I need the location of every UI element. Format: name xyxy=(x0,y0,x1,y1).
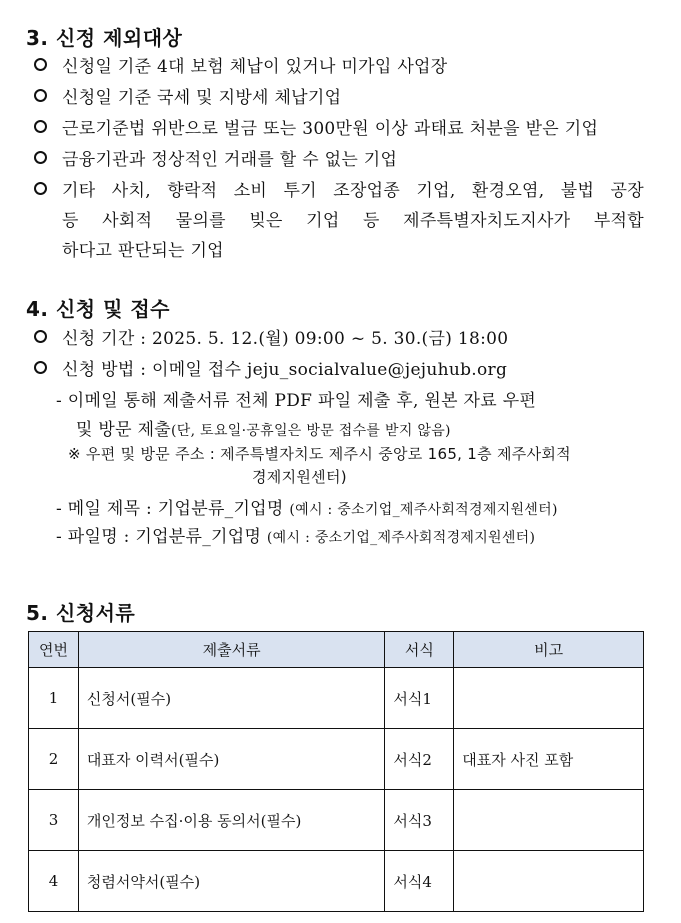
header-document: 제출서류 xyxy=(78,632,384,668)
exclusion-item-5: 기타 사치, 향락적 소비 투기 조장업종 기업, 환경오염, 불법 공장 xyxy=(62,181,644,201)
apply-period: 신청 기간 : 2025. 5. 12.(월) 09:00 ~ 5. 30.(금) 18:00 xyxy=(62,329,509,349)
file-name-format: - 파일명 : 기업분류_기업명 xyxy=(56,527,262,547)
row-note xyxy=(454,790,644,851)
row-form: 서식2 xyxy=(385,729,454,790)
table-row xyxy=(29,790,644,851)
row-note xyxy=(454,851,644,912)
table-row xyxy=(29,729,644,790)
row-note: 대표자 사진 포함 xyxy=(454,729,644,790)
exclusion-item-5-cont2: 하다고 판단되는 기업 xyxy=(62,241,224,261)
exclusion-item-3: 근로기준법 위반으로 벌금 또는 300만원 이상 과태료 처분을 받은 기업 xyxy=(62,119,599,139)
row-no: 1 xyxy=(29,668,79,729)
address-note: ※ 우편 및 방문 주소 : 제주특별자치도 제주시 중앙로 165, 1층 제주사회적 xyxy=(68,445,571,463)
submission-note-cont xyxy=(76,415,451,440)
header-form: 서식 xyxy=(385,632,454,668)
row-no: 2 xyxy=(29,729,79,790)
row-form: 서식1 xyxy=(385,668,454,729)
section-3-title: 3. 신정 제외대상 xyxy=(26,26,183,50)
circle-bullet-icon xyxy=(34,120,47,133)
table-header-row xyxy=(29,632,644,668)
header-note: 비고 xyxy=(454,632,644,668)
submission-note: - 이메일 통해 제출서류 전체 PDF 파일 제출 후, 원본 자료 우편 xyxy=(56,391,537,411)
file-name-example: (예시 : 중소기업_제주사회적경제지원센터) xyxy=(266,530,536,546)
apply-method: 신청 방법 : 이메일 접수 jeju_socialvalue@jejuhub.org xyxy=(62,360,508,380)
exclusion-item-2: 신청일 기준 국세 및 지방세 체납기업 xyxy=(62,88,342,108)
row-form: 서식3 xyxy=(385,790,454,851)
documents-table xyxy=(28,631,644,912)
section-5-title: 5. 신청서류 xyxy=(26,601,136,625)
mail-title-format: - 메일 제목 : 기업분류_기업명 xyxy=(56,499,284,519)
submission-note-paren: (단, 토요일·공휴일은 방문 접수를 받지 않음) xyxy=(171,423,451,439)
header-no: 연번 xyxy=(29,632,79,668)
file-name-rule xyxy=(56,522,535,547)
row-document: 청렴서약서(필수) xyxy=(78,851,384,912)
mail-title-example: (예시 : 중소기업_제주사회적경제지원센터) xyxy=(289,502,558,518)
circle-bullet-icon xyxy=(34,151,47,164)
circle-bullet-icon xyxy=(34,182,47,195)
circle-bullet-icon xyxy=(34,330,47,343)
row-document: 신청서(필수) xyxy=(78,668,384,729)
exclusion-item-5-cont: 등 사회적 물의를 빚은 기업 등 제주특별자치도지사가 부적합 xyxy=(62,211,644,231)
circle-bullet-icon xyxy=(34,58,47,71)
row-form: 서식4 xyxy=(385,851,454,912)
row-document: 개인정보 수집·이용 동의서(필수) xyxy=(78,790,384,851)
exclusion-item-1: 신청일 기준 4대 보험 체납이 있거나 미가입 사업장 xyxy=(62,57,448,77)
exclusion-item-4: 금융기관과 정상적인 거래를 할 수 없는 기업 xyxy=(62,150,398,170)
table-row xyxy=(29,851,644,912)
mail-title-rule xyxy=(56,494,558,519)
circle-bullet-icon xyxy=(34,361,47,374)
row-no: 3 xyxy=(29,790,79,851)
section-4-title: 4. 신청 및 접수 xyxy=(26,297,171,321)
address-note-cont: 경제지원센터) xyxy=(252,468,347,486)
table-row xyxy=(29,668,644,729)
circle-bullet-icon xyxy=(34,89,47,102)
row-note xyxy=(454,668,644,729)
row-no: 4 xyxy=(29,851,79,912)
submission-note-main: 및 방문 제출 xyxy=(76,420,172,440)
row-document: 대표자 이력서(필수) xyxy=(78,729,384,790)
